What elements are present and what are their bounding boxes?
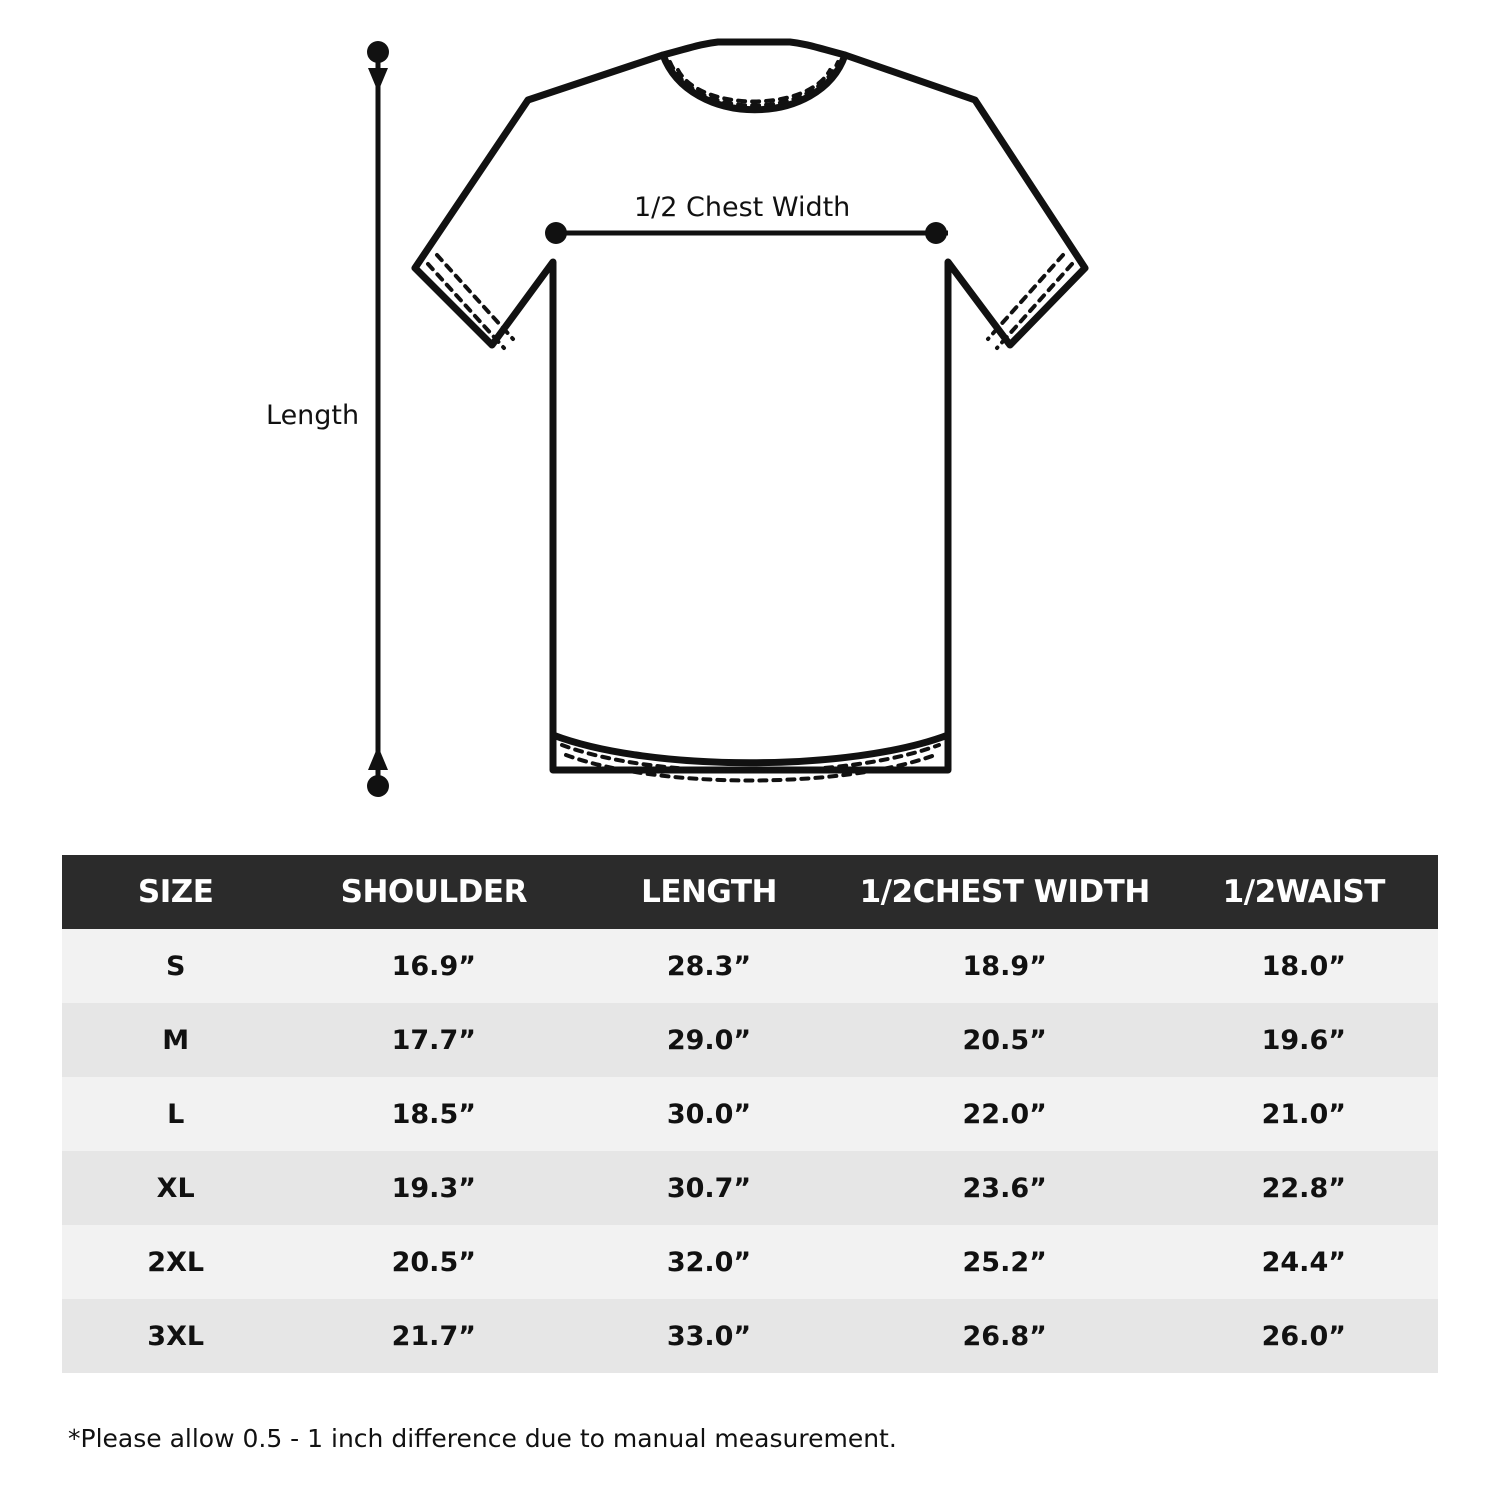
column-header-shoulder: SHOULDER xyxy=(289,855,578,929)
size-chart-table xyxy=(62,855,1438,1373)
cell-shoulder: 20.5” xyxy=(289,1225,578,1299)
cell-waist: 22.8” xyxy=(1170,1151,1438,1225)
cell-waist: 21.0” xyxy=(1170,1077,1438,1151)
table-header-row xyxy=(62,855,1438,929)
table-row xyxy=(62,1077,1438,1151)
cell-size: XL xyxy=(62,1151,289,1225)
column-header-waist: 1/2WAIST xyxy=(1170,855,1438,929)
chest-line-left-dot xyxy=(545,222,567,244)
cell-shoulder: 19.3” xyxy=(289,1151,578,1225)
column-header-chest: 1/2CHEST WIDTH xyxy=(840,855,1170,929)
cell-length: 29.0” xyxy=(578,1003,840,1077)
length-dimension-label: Length xyxy=(266,400,360,431)
cell-length: 32.0” xyxy=(578,1225,840,1299)
table-row xyxy=(62,929,1438,1003)
cell-chest: 23.6” xyxy=(840,1151,1170,1225)
cell-shoulder: 16.9” xyxy=(289,929,578,1003)
cell-waist: 19.6” xyxy=(1170,1003,1438,1077)
cell-length: 28.3” xyxy=(578,929,840,1003)
length-arrow-top-dot xyxy=(367,41,389,63)
tshirt-outline xyxy=(415,42,1085,770)
cell-length: 30.7” xyxy=(578,1151,840,1225)
cell-length: 30.0” xyxy=(578,1077,840,1151)
chest-width-dimension-label: 1/2 Chest Width xyxy=(634,192,851,223)
cell-chest: 18.9” xyxy=(840,929,1170,1003)
cell-length: 33.0” xyxy=(578,1299,840,1373)
cell-size: 2XL xyxy=(62,1225,289,1299)
column-header-length: LENGTH xyxy=(578,855,840,929)
table-row xyxy=(62,1225,1438,1299)
table-row xyxy=(62,1003,1438,1077)
column-header-size: SIZE xyxy=(62,855,289,929)
cell-waist: 18.0” xyxy=(1170,929,1438,1003)
cell-shoulder: 18.5” xyxy=(289,1077,578,1151)
cell-waist: 24.4” xyxy=(1170,1225,1438,1299)
cell-chest: 20.5” xyxy=(840,1003,1170,1077)
length-arrow-head-down xyxy=(368,746,388,770)
cell-size: S xyxy=(62,929,289,1003)
cell-chest: 25.2” xyxy=(840,1225,1170,1299)
cell-chest: 22.0” xyxy=(840,1077,1170,1151)
size-chart-table-container xyxy=(62,855,1438,1373)
table-row xyxy=(62,1151,1438,1225)
cell-chest: 26.8” xyxy=(840,1299,1170,1373)
cell-size: 3XL xyxy=(62,1299,289,1373)
measurement-disclaimer: *Please allow 0.5 - 1 inch difference due to manual measurement. xyxy=(68,1424,897,1453)
cell-shoulder: 21.7” xyxy=(289,1299,578,1373)
cell-waist: 26.0” xyxy=(1170,1299,1438,1373)
cell-size: M xyxy=(62,1003,289,1077)
cell-size: L xyxy=(62,1077,289,1151)
table-row xyxy=(62,1299,1438,1373)
chest-line-right-dot xyxy=(925,222,947,244)
cell-shoulder: 17.7” xyxy=(289,1003,578,1077)
length-arrow-head-up xyxy=(368,68,388,92)
length-arrow-bottom-dot xyxy=(367,775,389,797)
